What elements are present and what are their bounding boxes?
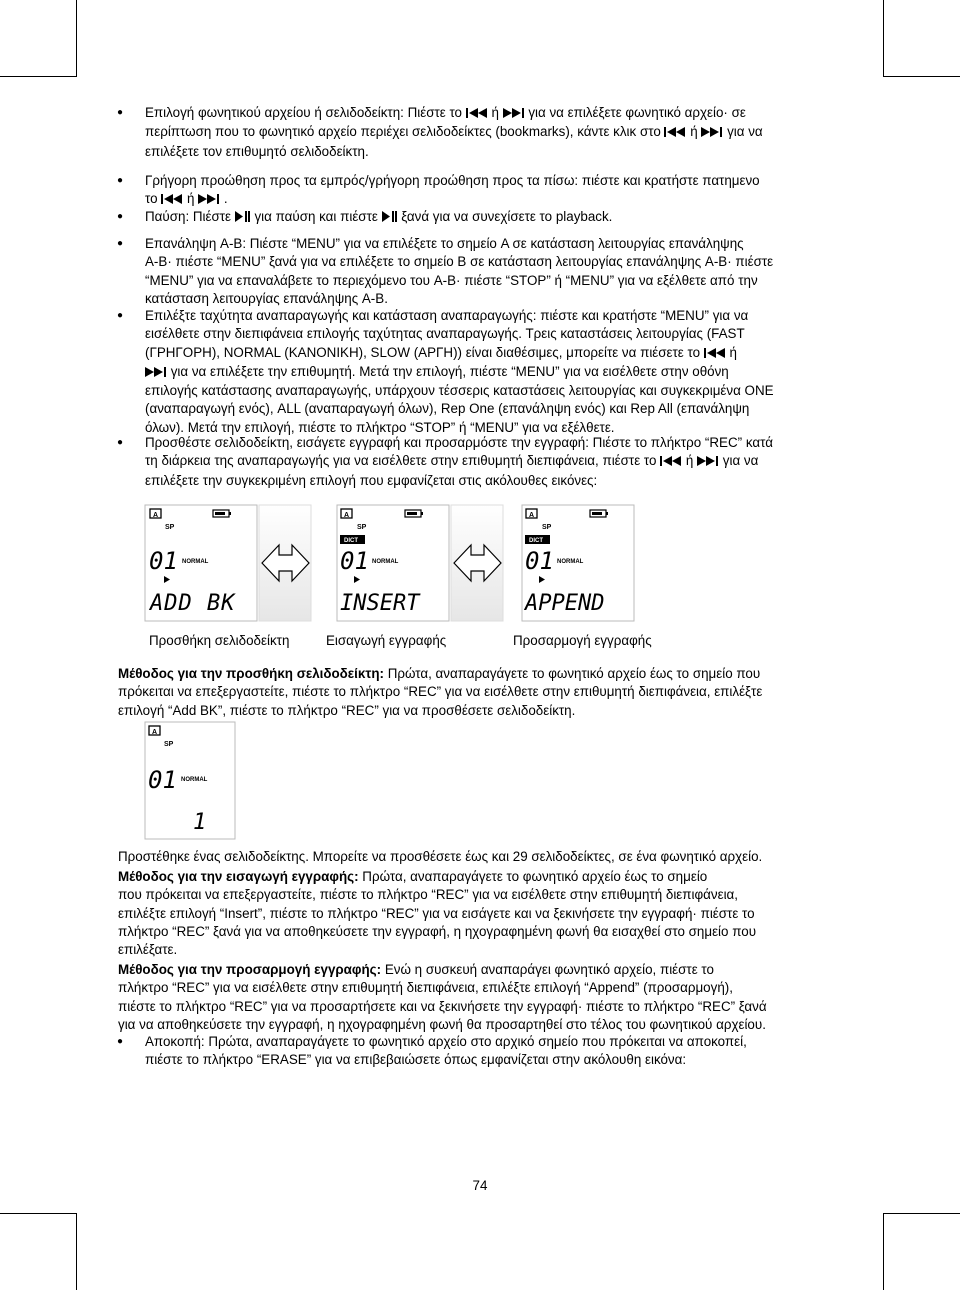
text-line: για να αποθηκεύσετε την εγγραφή, η ηχογραφημένη φωνή θα προσαρτηθεί στο τέλος του φωνητικού αρχείου.: [118, 1016, 766, 1032]
text-line: επιλέξετε την συγκεκριμένη επιλογή που εμφανίζεται στις ακόλουθες εικόνες:: [145, 472, 598, 488]
mode-label: APPEND: [525, 591, 605, 616]
bullet-dot: ●: [117, 107, 124, 118]
mode-label: ADD BK: [150, 591, 236, 616]
text-line: “MENU” για να επαναλάβετε το περιεχόμενο του A-B· πιέστε “STOP” ή “MENU” για να εξέλθετε από την: [145, 272, 758, 288]
track-number: 01: [149, 547, 178, 575]
text-line: Προσθέστε σελιδοδείκτη, εισάγετε εγγραφή και προσαρμόστε την εγγραφή: Πιέστε το πλήκτρο “REC” κατά: [145, 435, 773, 450]
double-arrow-icon: [259, 505, 311, 621]
text-line: τη διάρκεια της αναπαραγωγής για να εισέλθετε στην επιθυμητή διεπιφάνεια, πιέστε το ή για να: [145, 452, 845, 471]
sp-label: SP: [542, 524, 552, 531]
text-line: επιλέξατε.: [118, 942, 178, 958]
text-line: επιλογή “Add BK”, πιέστε το πλήκτρο “REC” για να προσθέσετε σελιδοδείκτη.: [118, 702, 576, 718]
text-line: που πρόκειται να επεξεργαστείτε, πιέστε το πλήκτρο “REC” για να εισέλθετε στην επιθυμητή διεπιφάνεια,: [118, 887, 739, 903]
normal-label: NORMAL: [557, 559, 584, 565]
text-line: (αναπαραγωγή ενός), ALL (αναπαραγωγή όλων), Rep One (επανάληψη ενός) και Rep All (επανάληψη: [145, 401, 750, 417]
text-line: κατάσταση λειτουργίας επανάληψης A-B.: [145, 290, 388, 306]
bullet-dot: ●: [117, 437, 124, 448]
normal-label: NORMAL: [182, 559, 209, 565]
caption-append: Προσαρμογή εγγραφής: [513, 633, 652, 648]
bookmark-count: 1: [193, 810, 207, 835]
text-line: όλων). Μετά την επιλογή, πιέστε το πλήκτρο “STOP” ή “MENU” για να εξέλθετε.: [145, 419, 615, 435]
text-line: πιέστε το πλήκτρο “REC” για να προσαρτήσετε και να ξεκινήσετε την εγγραφή· πιέστε το πλήκτρο “REC” ξανά: [118, 998, 767, 1014]
mode-label: INSERT: [340, 591, 420, 616]
track-number: 01: [525, 547, 554, 575]
sp-label: SP: [164, 741, 174, 748]
text-line: το ή .: [145, 190, 845, 209]
track-number: 01: [148, 766, 177, 794]
bullet-dot: ●: [117, 175, 124, 186]
text-line: Αποκοπή: Πρώτα, αναπαραγάγετε το φωνητικό αρχείο στο αρχικό σημείο που πρόκειται να αποκοπεί,: [145, 1034, 747, 1049]
bullet-dot: ●: [117, 238, 124, 249]
svg-text:A: A: [344, 512, 350, 519]
caption-add-bookmark: Προσθήκη σελιδοδείκτη: [149, 633, 290, 648]
sp-label: SP: [165, 524, 175, 531]
text-line: εισέλθετε στην διεπιφάνεια επιλογής ταχύτητας αναπαραγωγής. Τρεις καταστάσεις λειτουργίας (FAST: [145, 326, 745, 342]
double-arrow-icon: [451, 505, 503, 621]
method-add-paragraph: [118, 665, 762, 720]
text-line: επιλογής κατάστασης αναπαραγωγής, υπάρχουν τέσσερις καταστάσεις λειτουργίας και συγκεκριμένα ONE: [145, 383, 774, 399]
method-add-heading: Μέθοδος για την προσθήκη σελιδοδείκτη:: [118, 666, 384, 681]
bullet-cut: [145, 1033, 845, 1070]
text-line: επιλέξετε τον επιθυμητό σελιδοδείκτη.: [145, 143, 369, 159]
bookmark-added-text: Προστέθηκε ένας σελιδοδείκτης. Μπορείτε να προσθέσετε έως και 29 σελιδοδείκτες, σε ένα φωνητικό αρχείο.: [118, 849, 763, 864]
lcd-screen-insert: [337, 505, 449, 621]
method-insert-paragraph: [118, 868, 756, 959]
sp-label: SP: [357, 524, 367, 531]
normal-label: NORMAL: [181, 777, 208, 783]
method-append-paragraph: [118, 961, 767, 1034]
text-line: Επιλογή φωνητικού αρχείου ή σελιδοδείκτη: Πιέστε το ή για να επιλέξετε φωνητικό αρχείο· σε: [145, 104, 845, 123]
lcd-screen-append: [522, 505, 634, 621]
dict-label: DICT: [529, 538, 543, 544]
svg-text:A: A: [529, 512, 535, 519]
text-line: Παύση: Πιέστε για παύση και πιέστε ξανά για να συνεχίσετε το playback.: [145, 208, 845, 227]
text-line: πλήκτρο “REC” ξανά για να αποθηκεύσετε την εγγραφή, η ηχογραφημένη φωνή θα εισαχθεί στο σημείο που: [118, 923, 757, 939]
text-line: Πρώτα, αναπαραγάγετε το φωνητικό αρχείο έως το σημείο: [362, 869, 708, 884]
svg-text:A: A: [152, 729, 158, 736]
lcd-screen-add-bookmark: [145, 505, 257, 621]
text-line: πλήκτρο “REC” για να εισέλθετε στην επιθυμητή διεπιφάνεια, επιλέξτε επιλογή “Append” (προσαρμογή),: [118, 980, 733, 996]
text-line: επιλέξτε επιλογή “Insert”, πιέστε το πλήκτρο “REC” για να εισάγετε και να ξεκινήσετε την εγγραφή· πιέστε το: [118, 905, 755, 921]
lcd-screen-bookmark-added: [145, 722, 235, 839]
bullet-dot: ●: [117, 1036, 124, 1047]
text-line: Επανάληψη A-B: Πιέστε “MENU” για να επιλέξετε το σημείο A σε κατάσταση λειτουργίας επανάληψης: [145, 236, 744, 251]
bullet-dot: ●: [117, 211, 124, 222]
caption-insert: Εισαγωγή εγγραφής: [326, 633, 447, 648]
method-insert-heading: Μέθοδος για την εισαγωγή εγγραφής:: [118, 869, 359, 884]
text-line: Επιλέξτε ταχύτητα αναπαραγωγής και κατάσταση αναπαραγωγής: πιέστε και κρατήστε “MENU” για να: [145, 308, 749, 323]
text-line: περίπτωση που το φωνητικό αρχείο περιέχει σελιδοδείκτες (bookmarks), κάντε κλικ στο ή για να: [145, 123, 845, 142]
normal-label: NORMAL: [372, 559, 399, 565]
page-number: 74: [472, 1178, 488, 1193]
text-line: πιέστε το πλήκτρο “ERASE” για να επιβεβαιώσετε όπως εμφανίζεται στην ακόλουθη εικόνα:: [145, 1052, 687, 1068]
text-line: πρόκειται να επεξεργαστείτε, πιέστε το πλήκτρο “REC” για να εισέλθετε στην επιθυμητή διεπιφάνεια, επιλέξτε: [118, 684, 763, 700]
text-line: Ενώ η συσκευή αναπαράγει φωνητικό αρχείο, πιέστε το: [384, 962, 714, 977]
dict-label: DICT: [344, 538, 358, 544]
text-line: A-B· πιέστε “MENU” ξανά για να επιλέξετε το σημείο B σε κατάσταση λειτουργίας επανάληψης A-B· πιέστε: [145, 254, 774, 270]
bullet-dot: ●: [117, 310, 124, 321]
text-line: Γρήγορη προώθηση προς τα εμπρός/γρήγορη προώθηση προς τα πίσω: πιέστε και κρατήστε πατημενο: [145, 173, 760, 188]
track-number: 01: [340, 547, 369, 575]
text-line: για να επιλέξετε την επιθυμητή. Μετά την επιλογή, πιέστε “MENU” για να εισέλθετε στην οθόνη: [145, 363, 845, 382]
method-append-heading: Μέθοδος για την προσαρμογή εγγραφής:: [118, 962, 382, 977]
svg-text:A: A: [153, 512, 159, 519]
text-line: (ΓΡΗΓΟΡΗ), NORMAL (ΚΑΝΟΝΙΚΗ), SLOW (ΑΡΓΗ)) είναι διαθέσιμες, μπορείτε να πιέσετε το ή: [145, 344, 845, 363]
text-line: Πρώτα, αναπαραγάγετε το φωνητικό αρχείο έως το σημείο που: [387, 666, 761, 681]
